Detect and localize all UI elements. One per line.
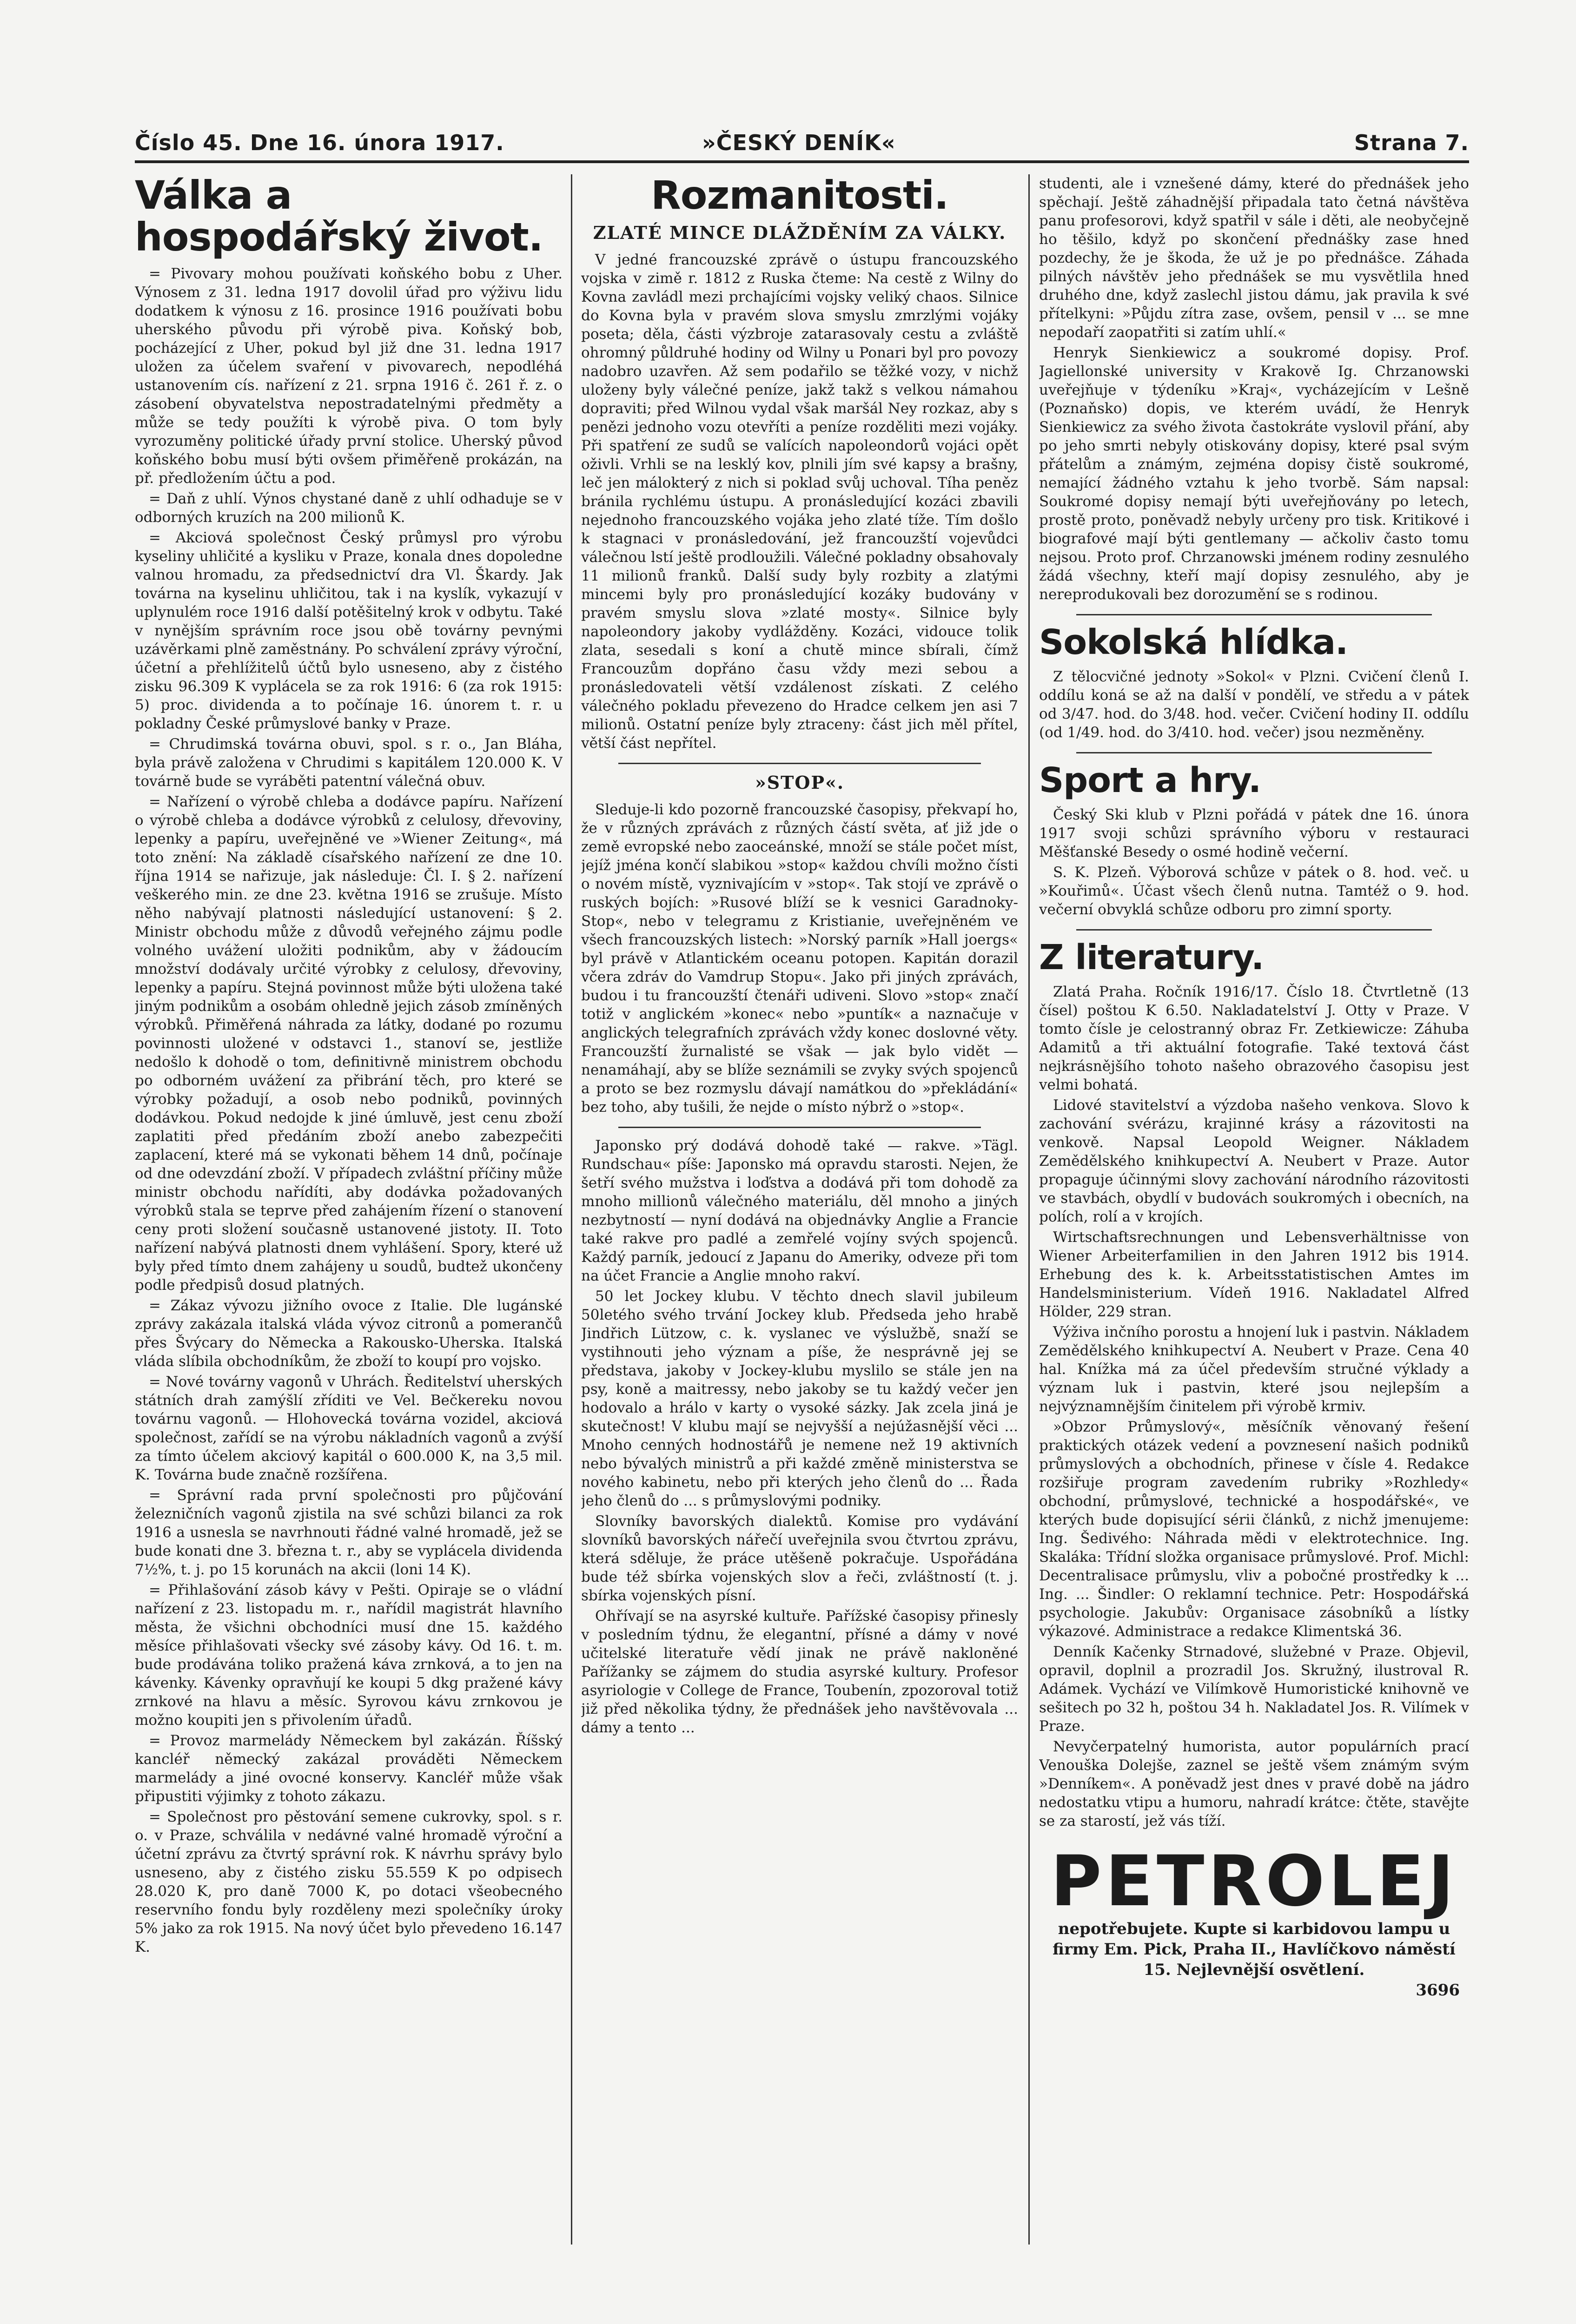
article-paragraph: = Daň z uhlí. Výnos chystané daně z uhlí odhaduje se v odborných kruzích na 200 milionů K. [135,490,563,526]
article-paragraph: Zlatá Praha. Ročník 1916/17. Číslo 18. Čtvrtletně (13 čísel) poštou K 6.50. Nakladatelství J. Otty v Praze. V tomto čísle je celostranný obraz Fr. Zetkiewicze: Záhuba Adamitů a tři aktuální fotografie. Také textová část nejkrásnějšího tohoto našeho obrazového časopisu jest velmi bohatá. [1039,984,1469,1093]
section-title: Sport a hry. [1039,760,1261,800]
article-paragraph: = Nařízení o výrobě chleba a dodávce papíru. Nařízení o výrobě chleba a dodávce výrobků z celulosy, dřevoviny, lepenky a papíru, uveřejněné ve »Wiener Zeitung«, má toto znění: Na základě císařského nařízení ze dne 10. října 1914 se nařizuje, jak následuje: Čl. I. § 2. nařízení veškerého min. ze dne 23. května 1916 se zrušuje. Místo něho nabývají platnosti následující ustanovení: § 2. Ministr obchodu může z důvodů veřejného zájmu podle volného uvážení uložiti podnikům, aby v žádoucím množství dodávaly určité výrobky z celulosy, dřevoviny, lepenky a papíru. Stejná povinnost může býti uložena také jiným podnikům a osobám ohledně jejich zásob zmíněných výrobků. Přiměřená náhrada za látky, dodané po rozumu povinnosti uložené v odstavci 1., stanoví se, jestliže nedošlo k dohodě o tom, definitivně ministrem obchodu po odborném uvážení za přibrání těch, pro které se výrobky požadují, a osob nebo podniků, povinných dodávkou. Pokud nedojde k jiné úmluvě, jest cenu zboží zaplatiti před předáním zboží anebo zabezpečiti zaplacení, které má se vykonati během 14 dnů, počínaje od dne odevzdání zboží. V případech zvláštní příčiny může ministr obchodu nařídíti, aby dodávka požadovaných výrobků stala se teprve před zahájením řízení o stanovení ceny proti složení současně ustanovené jistoty. II. Toto nařízení nabývá platnosti dnem vyhlášení. Spory, které už byly před tímto dnem zahájeny u soudů, budtež ukončeny podle předpisů dosud platných. [135,793,563,1294]
article-paragraph: Ohřívají se na asyrské kultuře. Pařížské časopisy přinesly v posledním týdnu, že elegantní, přísné a dámy v nové učitelské literatuře vědí jinak ne právě nakloněné Pařížanky se zájmem do studia asyrské kultury. Profesor asyriologie v College de France, Toubenín, zpozoroval totiž již před několika týdny, že přednášek jeho navštěvovala ... dámy a tento ... [581,1608,1018,1736]
page-number: Strana 7. [1354,130,1469,155]
article-paragraph: Slovníky bavorských dialektů. Komise pro vydávání slovníků bavorských nářečí uveřejnila svou čtvrtou zprávu, která sděluje, že práce utěšeně pokračuje. Uspořádána bude též sbírka vojenských slov a řeči, zvláštností (t. j. sbírka vojenských písní. [581,1513,1018,1604]
ad-text: nepotřebujete. Kupte si karbidovou lampu u firmy Em. Pick, Praha II., Havlíčkovo náměstí 15. Nejlevnější osvětlení. [1053,1920,1456,1979]
article-paragraph: Výživa inčního porostu a hnojení luk i pastvin. Nákladem Zemědělského knihkupectví A. Neubert v Praze. Cena 40 hal. Knížka má za účel především stručné výklady a význam luk i pastvin, které jsou nejlepším a nejvýznamnějším činitelem při výrobě krmiv. [1039,1324,1469,1415]
article-paragraph: Henryk Sienkiewicz a soukromé dopisy. Prof. Jagiellonské university v Krakově Ig. Chrzanowski uveřejňuje v týdeníku »Kraj«, vycházejícím v Lešně (Poznaňsko) dopis, ve kterém uvádí, že Henryk Sienkiewicz za svého života častokráte vyslovil přání, aby po jeho smrti nebyly otiskovány dopisy, které psal svým přátelům a známým, zejména dopisy čistě soukromé, nemající žádného vztahu k jeho tvorbě. Sám napsal: Soukromé dopisy nemají býti uveřejňovány po letech, prostě proto, poněvadž nebyly určeny pro tisk. Kritikové i biografové mají býti gentlemany — ačkoliv často tomu nejsou. Proto prof. Chrzanowski jménem rodiny zesnulého žádá všechny, kteří mají dopisy zesnulého, aby je nereprodukovali bez dorozumění se s rodinou. [1039,344,1469,603]
article-paragraph: V jedné francouzské zprávě o ústupu francouzského vojska v zimě r. 1812 z Ruska čteme: Na cestě z Wilny do Kovna zavládl mezi prchajícími vojsky veliký chaos. Silnice do Kovna byla v pravém slova smyslu zmrzlými vojáky poseta; děla, části výzbroje zatarasovaly cestu a zvláště ohromný půldruhé hodiny od Wilny u Ponari byl pro povozy nadobro uzavřen. Až sem podařilo se těžké vozy, v nichž uloženy byly válečné peníze, jakž takž s velkou námahou dopraviti; před Wilnou vydal však maršál Ney rozkaz, aby s penězi jednoho vozu otevříti a peníze rozděliti mezi vojáky. Při spatření ze sudů se valících napoleondorů vojáci opět oživli. Vrhli se na lesklý kov, plnili jím své kapsy a brašny, leč jen málokterý z nich si poklad svůj uchoval. Tíha peněz bránila rychlému ústupu. A pronásledující kozáci zbavili nejednoho francouzského vojáka jeho zlaté tíže. Tím došlo k stagnaci v pronásledování, jež francouzští vojevůdci válečnou lstí ještě prodloužili. Válečné pokladny obsahovaly 11 milionů franků. Další sudy byly rozbity a zlatými mincemi byly pro pronásledující kozáky budovány v pravém smyslu slova »zlaté mosty«. Silnice byly napoleondory jakoby vydlážděny. Kozáci, vidouce tolik zlata, sesedali s koní a chutě mince sbírali, čímž Francouzům dopřáno času vždy mezi sebou a pronásledovateli větší vzdálenost získati. Z celého válečného pokladu převezeno do Hradce celkem jen asi 7 milionů. Ostatní peníze byly ztraceny: část jich měl přítel, větší část nepřítel. [581,251,1018,752]
column-economy [135,174,563,2245]
section-title: Válka a hospodářský život. [135,174,543,260]
article-paragraph: »Obzor Průmyslový«, měsíčník věnovaný řešení praktických otázek vedení a povznesení našich podniků průmyslových a obchodních, přinese v čísle 4. Redakce rozšiřuje program zavedením rubriky »Rozhledy« obchodní, průmyslové, technické a hospodářské«, ve kterých bude dopisující sérii článků, z nichž jmenujeme: Ing. Šedivého: Náhrada mědi v elektrotechnice. Ing. Skaláka: Třídní složka organisace průmyslové. Prof. Michl: Decentralisace průmyslu, vliv a pobočné prostředky k ... Ing. ... Šindler: O reklamní technice. Petr: Hospodářská psychologie. Jakubův: Organisace zásobníků a lístky výkazové. Administrace a redakce Klimentská 36. [1039,1419,1469,1640]
article-paragraph: Sleduje-li kdo pozorně francouzské časopisy, překvapí ho, že v různých zprávách z různých částí světa, ať již jde o země evropské nebo zaoceánské, množí se stále počet míst, jejíž jména končí slabikou »stop« každou chvíli možno čísti o novém místě, vyznivajícím v »stop«. Tak stojí ve zprávě o ruských bojích: »Rusové blíží se k vesnici Garadnoky-Stop«, nebo v telegramu z Kristianie, uveřejněném ve všech francouzských listech: »Norský parník »Hall joergs« byl právě v Atlantickém oceanu potopen. Kapitán dorazil včera zdráv do Vamdrup Stopu«. Jako při jiných zprávách, budou i tu francouzští čtenáři udiveni. Slovo »stop« značí totiž v anglickém »konec« nebo »puntík« a naznačuje v anglických telegrafních zprávách vždy konec doslovné věty. Francouzští žurnalisté se však — jak bylo vidět — nenamáhají, aby se blíže seznámili se zvyky svých spojenců a proto se bez rozmyslu dávají namátkou do »překládání« bez toho, aby tušili, že nejde o místo nýbrž o »stop«. [581,801,1018,1116]
article-paragraph: Nevyčerpatelný humorista, autor populárních prací Venouška Dolejše, zaznel se ještě všem známým svým »Denníkem«. A poněvadž jest dnes v pravé době na jádro nedostatku vtipu a humoru, nahradí krátce: čtěte, stavějte se za starostí, jež vás tíží. [1039,1738,1469,1829]
issue-date: Číslo 45. Dne 16. února 1917. [135,130,504,155]
masthead: »ČESKÝ DENÍK« [702,130,896,155]
article-paragraph: Český Ski klub v Plzni pořádá v pátek dne 16. února 1917 svoji schůzi správního výboru v restauraci Měšťanské Besedy o osmé hodině večerní. [1039,806,1469,860]
section-title: Sokolská hlídka. [1039,622,1348,662]
section-title: Z literatury. [1039,938,1264,977]
header-rule [135,160,1469,163]
section-title: Rozmanitosti. [651,174,948,218]
divider [618,1127,981,1128]
ad-code: 3696 [1416,1981,1460,2000]
ad-title: PETROLEJ [1050,1841,1458,1922]
article-paragraph: S. K. Plzeň. Výborová schůze v pátek o 8. hod. več. u »Kouřimů«. Účast všech členů nutna. Tamtéž o 9. hod. večerní obvyklá schůze odboru pro zimní sporty. [1039,864,1469,918]
advertisement [1039,1841,1469,2000]
article-paragraph: = Chrudimská továrna obuvi, spol. s r. o., Jan Bláha, byla právě založena v Chrudimi s kapitálem 120.000 K. V továrně bude se vyráběti patentní válečná obuv. [135,736,563,790]
divider [618,763,981,764]
article-heading: »STOP«. [755,772,845,793]
article-paragraph: = Pivovary mohou používati koňského bobu z Uher. Výnosem z 31. ledna 1917 dovolil úřad pro výživu lidu dodatkem k výnosu z 16. prosince 1916 používati bobu uherského původu při výrobě piva. Koňský bob, pocházející z Uher, pokud byl již dne 31. ledna 1917 uložen za účelem svaření v pivovarech, nepodléhá ustanovením cís. nařízení z 21. srpna 1916 č. 261 ř. z. o zásobení obyvatelstva nepostradatelnými předměty a může se tedy použíti k výrobě piva. O tom byly vyrozuměny politické úřady první stolice. Uherský původ koňského bobu musí býti ovšem přiměřeně prokázán, na př. předložením účtu a pod. [135,265,563,487]
article-paragraph: Wirtschaftsrechnungen und Lebensverhältnisse von Wiener Arbeiterfamilien in den Jahren 1912 bis 1914. Erhebung des k. k. Arbeitsstatistischen Amtes im Handelsministerium. Vídeň 1916. Nakladatel Alfred Hölder, 229 stran. [1039,1229,1469,1320]
article-paragraph: = Přihlašování zásob kávy v Pešti. Opiraje se o vládní nařízení z 23. listopadu m. r., nařídil magistrát hlavního města, že všichni obchodníci musí dne 15. každého měsíce přihlašovati všecky své zásoby kávy. Od 16. t. m. bude prodávána toliko pražená káva zrnková, a to jen na kávenky. Kávenky opravňují ke koupi 5 dkg pražené kávy zrnkové na hlavu a měsíc. Syrovou kávu zrnkovou je možno koupiti jen s přivolením úřadů. [135,1582,563,1729]
divider [1076,614,1432,615]
article-paragraph: = Správní rada první společnosti pro půjčování železničních vagonů zjistila na své schůzi bilanci za rok 1916 a usnesla se navrhnouti řádné valné hromadě, jež se bude konati dne 3. března t. r., aby se vyplácela dividenda 7½%, t. j. po 15 korunách na akcii (loni 14 K). [135,1487,563,1578]
article-paragraph: Z tělocvičné jednoty »Sokol« v Plzni. Cvičení členů I. oddílu koná se až na další v pondělí, ve středu a v pátek od 3/47. hod. do 3/48. hod. večer. Cvičení hodiny II. oddílu (od 1/49. hod. do 3/410. hod. večer) jsou nezměněny. [1039,668,1469,741]
article-paragraph: = Společnost pro pěstování semene cukrovky, spol. s r. o. v Praze, schválila v nedávné valné hromadě výroční a účetní zprávu za čtvrtý správní rok. K návrhu správy bylo usneseno, aby z čistého zisku 55.559 K po odpisech 28.020 K, pro daně 7000 K, po dotaci všeobecného reservního fondu byly rozděleny mezi společníky úroky 5% jako za rok 1915. Na nový účet bylo převedeno 16.147 K. [135,1809,563,1955]
column-divider [1028,174,1030,2245]
article-paragraph: studenti, ale i vznešené dámy, které do přednášek jeho spěchají. Ještě záhadnější připadala tato četná návštěva panu profesorovi, když spatřil v sále i děti, ale neobyčejně ho těšilo, když po skončení přednášky zase hned pozdechy, že je škoda, že už je po přednášce. Záhada pilných návštěv jeho přednášek se mu vysvětlila hned druhého dne, když zaslechl jistou dámu, jak pravila k své přítelkyni: »Půjdu zítra zase, ovšem, pensil v ... se mne nepodaří zaopatřiti si zatím uhlí.« [1039,175,1469,341]
article-paragraph: = Akciová společnost Český průmysl pro výrobu kyseliny uhličité a kysliku v Praze, konala dnes dopoledne valnou hromadu, za předsednictví dra Vl. Škardy. Jak továrna na kyselinu uhličitou, tak i na kyslík, vykazují v uplynulém roce 1916 další potěšitelný krok v odbytu. Také v nynějším správním roce jsou obě továrny pevnými uzávěrkami plně zaměstnány. Po schválení zprávy výroční, účetní a přehlížitelů účtů bylo usneseno, aby z čistého zisku 96.309 K vyplácela se za rok 1916: 6 (za rok 1915: 5) proc. dividenda a to počínaje 16. únorem t. r. u pokladny České průmyslové banky v Praze. [135,529,563,732]
page-header [135,125,1469,158]
article-paragraph: 50 let Jockey klubu. V těchto dnech slavil jubileum 50letého svého trvání Jockey klub. Předseda jeho hrabě Jindřich Lützow, c. k. vyslanec ve výslužbě, snaží se vystihnouti jeho význam a píše, že nesprávně jej se představa, jakoby v Jockey-klubu myslilo se stále jen na psy, koně a maitressy, nebo jakoby se tu každý večer jen hodovalo a hrálo v karty o vysoké sázky. Jak zcela jiná je skutečnost! V klubu mají se nejvyšší a nejúžasnější věci ... Mnoho cenných hodnostářů je nemene než 19 aktivních nebo bývalých ministrů a při každé změně ministerstva se nového kabinetu, nebo při kterých jeho členů do ... Řada jeho členů do ... s průmyslovými podniky. [581,1288,1018,1509]
article-paragraph: Denník Kačenky Strnadové, služebné v Praze. Objevil, opravil, doplnil a prozradil Jos. Skružný, ilustroval R. Adámek. Vychází ve Vilímkově Humoristické knihovně ve sešitech po 32 h, poštou 34 h. Nakladatel Jos. R. Vilímek v Praze. [1039,1644,1469,1735]
column-miscellany [581,174,1018,2245]
column-right [1039,174,1469,2245]
divider [1076,929,1432,931]
article-paragraph: Lidové stavitelství a výzdoba našeho venkova. Slovo k zachování svérázu, krajinné krásy a rázovitosti na venkově. Napsal Leopold Weigner. Nákladem Zemědělského knihkupectví A. Neubert v Praze. Autor propaguje účinnými slovy zachování národního rázovitosti ve stavbách, obydlí v budovách soukromých i obecních, na polích, rolí a v krojích. [1039,1097,1469,1225]
article-paragraph: = Provoz marmelády Německem byl zakázán. Říšský kancléř německý zakázal prováděti Německem marmelády a jiné ovocné konservy. Kancléř může však připustiti výjimky z tohoto zákazu. [135,1732,563,1805]
divider [1076,752,1432,753]
article-paragraph: = Zákaz vývozu jižního ovoce z Italie. Dle lugánské zprávy zakázala italská vláda vývoz citronů a pomerančů přes Švýcary do Německa a Rakousko-Uherska. Italská vláda slíbila obchodníkům, že zboží to koupí pro vojsko. [135,1297,563,1370]
article-paragraph: = Nové továrny vagonů v Uhrách. Ředitelství uherských státních drah zamýšlí zříditi ve Vel. Bečkereku novou továrnu vagonů. — Hlohovecká továrna vozidel, akciová společnost, zařídí se na výrobu nákladních vagonů a zvýší za tímto účelem akciový kapitál o 600.000 K, na 3,5 mil. K. Továrna bude značně rozšířena. [135,1373,563,1483]
article-paragraph: Japonsko prý dodává dohodě také — rakve. »Tägl. Rundschau« píše: Japonsko má opravdu starosti. Nejen, že šetří svého mužstva i loďstva a dodává při tom dohodě za mnoho millionů válečného materiálu, děl mnoho a jiných nezbytností — nyní dodává na objednávky Anglie a Francie také rakve pro padlé a zemřelé vojíny svých spojenců. Každý parník, jedoucí z Japanu do Ameriky, odveze při tom na účet Francie a Anglie mnoho rakví. [581,1137,1018,1284]
column-divider [571,174,572,2245]
article-heading: ZLATÉ MINCE DLÁŽDĚNÍM ZA VÁLKY. [593,222,1007,243]
